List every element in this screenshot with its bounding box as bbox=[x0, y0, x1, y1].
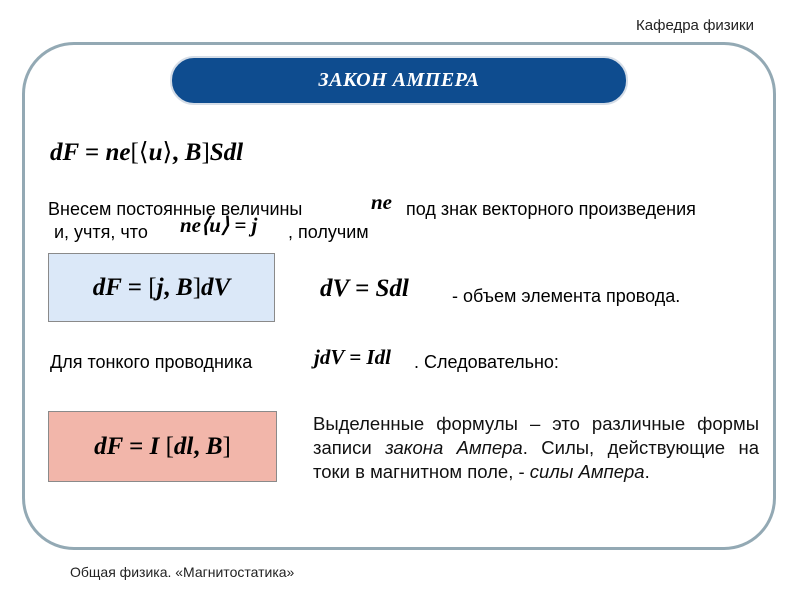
formula-red-dl: dl bbox=[173, 432, 194, 460]
thin-conductor-after: . Следовательно: bbox=[414, 352, 559, 372]
formula-red-lhs: dF bbox=[94, 432, 123, 460]
formula-blue-B: B bbox=[176, 273, 193, 301]
formula-red-I: I bbox=[149, 432, 160, 460]
thin-conductor-before: Для тонкого проводника bbox=[50, 352, 253, 372]
conclusion-paragraph bbox=[313, 412, 759, 484]
formula-red-eq: = bbox=[129, 432, 144, 460]
formula-main-tail: Sdl bbox=[209, 139, 244, 166]
bracket-close-icon: ] bbox=[192, 273, 202, 301]
text-line1-after: под знак векторного произведения bbox=[406, 199, 696, 219]
formula-dv: dV = Sdl bbox=[320, 275, 409, 302]
title-banner bbox=[170, 56, 628, 105]
slide-title: ЗАКОН АМПЕРА bbox=[318, 69, 480, 91]
formula-blue-box: dF = [j, B]dV bbox=[48, 253, 275, 322]
conclusion-forces: силы Ампера bbox=[529, 461, 645, 482]
formula-red-box: dF = I [dl, B] bbox=[48, 411, 277, 482]
formula-main-u: u bbox=[148, 139, 163, 166]
formula-blue-eq: = bbox=[127, 273, 142, 301]
conclusion-part1: Выделенные формулы – это различные формы записи bbox=[313, 413, 759, 458]
formula-blue-tail: dV bbox=[201, 273, 231, 301]
formula-main-ne: ne bbox=[105, 139, 131, 166]
formula-main-eq: = bbox=[84, 139, 100, 166]
conclusion-part2: . Силы, действующие на токи в магнитном поле, - bbox=[313, 437, 759, 482]
angle-close-icon: ⟩ bbox=[162, 139, 173, 166]
conclusion-part3: . bbox=[644, 461, 650, 482]
text-line2-after: , получим bbox=[288, 222, 369, 242]
department-label: Кафедра физики bbox=[636, 17, 754, 34]
conclusion-law: закона Ампера bbox=[385, 437, 523, 458]
formula-main-lhs: dF bbox=[50, 139, 79, 166]
bracket-open-icon: [⟨ bbox=[130, 139, 149, 166]
dv-description: - объем элемента провода. bbox=[452, 286, 681, 306]
bracket-open-icon: [ bbox=[165, 432, 174, 460]
footer-text: Общая физика. «Магнитостатика» bbox=[70, 564, 295, 580]
formula-red-B: B bbox=[205, 432, 223, 460]
text-line2-before: и, учтя, что bbox=[54, 222, 148, 242]
text-line1-before: Внесем постоянные величины bbox=[48, 199, 303, 219]
text-line2-formula: ne⟨u⟩ = j bbox=[180, 213, 258, 237]
formula-blue-j: j bbox=[156, 273, 164, 301]
formula-main-B: B bbox=[184, 139, 202, 166]
formula-blue-lhs: dF bbox=[92, 273, 122, 301]
bracket-close-icon: ] bbox=[222, 432, 231, 460]
bracket-open-icon: [ bbox=[148, 273, 157, 301]
thin-conductor-formula: jdV = Idl bbox=[314, 345, 391, 369]
formula-main: dF = ne[⟨u⟩, B]Sdl bbox=[50, 139, 244, 166]
text-line1-symbol: ne bbox=[371, 190, 392, 214]
bracket-close-icon: ] bbox=[201, 139, 210, 166]
